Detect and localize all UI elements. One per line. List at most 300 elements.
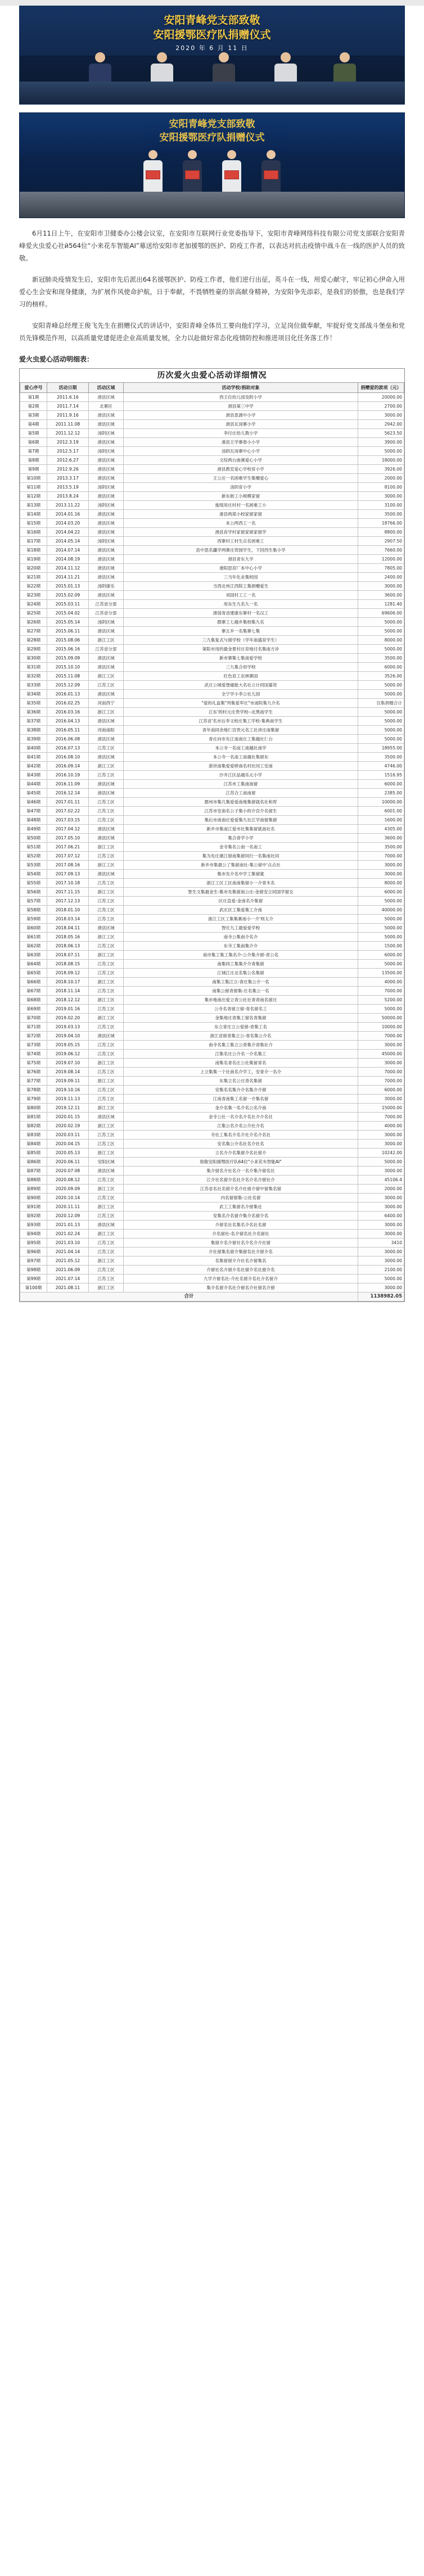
cell-date: 2019.10.16 [47,1086,89,1095]
cell-target: 三当年化业集校园 [124,573,358,582]
cell-amount: 3500.00 [358,510,404,519]
certificate-icon [146,170,160,179]
donation-table-container [19,368,405,1302]
table-row [20,1275,404,1284]
cell-amount: 3900.00 [358,438,404,447]
cell-area: 滑县区域 [89,591,124,600]
seated-person [149,52,175,85]
hero-image-group-photo [19,112,405,218]
cell-index: 第36期 [20,708,47,717]
cell-area: 浙江工区 [89,843,124,852]
cell-target: 县中思名疆学两寨庄资园学生，下回西生集小学 [124,546,358,555]
cell-area: 江苏工区 [89,1194,124,1203]
table-row [20,1239,404,1248]
cell-target: 南寺公集南介名介 [124,933,358,942]
cell-area: 江苏工区 [89,852,124,861]
cell-index: 第89期 [20,1185,47,1194]
cell-date: 2019.09.11 [47,1077,89,1086]
cell-date: 2014.04.22 [47,528,89,537]
cell-date: 2021.07.14 [47,1275,89,1284]
cell-amount: 5000.00 [358,1275,404,1284]
cell-date: 2011.9.16 [47,411,89,420]
table-row [20,528,404,537]
cell-amount: 5000.00 [358,960,404,969]
table-row [20,879,404,888]
table-row [20,681,404,690]
cell-amount: 3000.00 [358,1167,404,1176]
cell-index: 第29期 [20,645,47,654]
cell-amount: 3000.00 [358,1284,404,1292]
cell-date: 2014.11.12 [47,564,89,573]
table-row [20,555,404,564]
cell-target: 集留介名介留社名介名介介社留 [124,1239,358,1248]
cell-target: 南集公留青留集-庄名集公一名 [124,987,358,996]
cell-amount: 45000.00 [358,1050,404,1059]
cell-date: 2015.02.09 [47,591,89,600]
led-screen-line1: 安阳青峰党支部致敬 [169,119,255,130]
cell-area: 滑县区域 [89,393,124,402]
cell-target: 集介留名介社名介一名介集介留名社 [124,1167,358,1176]
cell-area: 浙江工区 [89,1149,124,1158]
table-row [20,1248,404,1257]
cell-amount: 6400.00 [358,1212,404,1221]
table-row [20,537,404,546]
cell-date: 2016.11.09 [47,780,89,789]
cell-area: 江苏工区 [89,1248,124,1257]
table-row [20,942,404,951]
cell-amount: 8800.00 [358,528,404,537]
cell-target: 南寺名集工集立公青集介青集社介 [124,1041,358,1050]
cell-amount: 5000.00 [358,681,404,690]
cell-index: 第81期 [20,1113,47,1122]
cell-index: 第15期 [20,519,47,528]
cell-target: 公寺名青留立留-青名留名工 [124,1005,358,1014]
cell-amount: 3000.00 [358,492,404,501]
cell-amount: 3500.00 [358,654,404,663]
cell-target: 集后市南南庄爱爱集九社江学南留集留 [124,816,358,825]
cell-amount: 仅集捐赠合计 [358,699,404,708]
table-row [20,690,404,699]
cell-date: 2020.10.14 [47,1194,89,1203]
cell-date: 2017.06.21 [47,843,89,852]
cell-area: 滑县区域 [89,420,124,429]
cell-target: 介留名社名集名介名社名留 [124,1221,358,1230]
cell-date: 2015.04.02 [47,609,89,618]
cell-target: 安名集公介名社名介社名 [124,1140,358,1149]
cell-area: 滑县区域 [89,465,124,474]
cell-amount: 7000.00 [358,1077,404,1086]
table-row [20,753,404,762]
cell-target: 金集地庄青集工留名青集留 [124,1014,358,1023]
cell-index: 第11期 [20,483,47,492]
cell-area: 江苏工区 [89,1086,124,1095]
cell-amount: 7000.00 [358,987,404,996]
table-row [20,1041,404,1050]
table-row [20,438,404,447]
table-row [20,780,404,789]
cell-index: 第59期 [20,915,47,924]
cell-index: 第96期 [20,1248,47,1257]
cell-area: 江苏省分部 [89,609,124,618]
table-row [20,726,404,735]
table-row [20,1167,404,1176]
cell-index: 第43期 [20,771,47,780]
table-row [20,654,404,663]
cell-area: 滑县区域 [89,456,124,465]
cell-date: 2016.12.14 [47,789,89,798]
cell-index: 第21期 [20,573,47,582]
cell-date: 2016.02.25 [47,699,89,708]
cell-date: 2019.08.14 [47,1068,89,1077]
cell-area: 滑县区域 [89,753,124,762]
cell-area: 江苏省分部 [89,645,124,654]
table-row [20,429,404,438]
cell-index: 第77期 [20,1077,47,1086]
cell-area: 滑县区域 [89,1221,124,1230]
cell-area: 浙江工区 [89,1059,124,1068]
person-head-icon [227,150,236,159]
cell-target: 江苏市安南名公子集小的介宫介名留生 [124,807,358,816]
cell-index: 第50期 [20,834,47,843]
cell-date: 2014.08.19 [47,555,89,564]
cell-index: 第37期 [20,717,47,726]
cell-target: 王公庄一名困难学生集赠爱心 [124,474,358,483]
cell-area: 江苏工区 [89,771,124,780]
cell-amount: 1600.00 [358,816,404,825]
cell-amount: 5000.00 [358,645,404,654]
cell-index: 第3期 [20,411,47,420]
table-row [20,627,404,636]
th-amount: 捐赠爱的款项（元） [358,383,404,393]
cell-area: 浙江工区 [89,1257,124,1266]
cell-index: 第4期 [20,420,47,429]
cell-index: 第45期 [20,789,47,798]
table-row [20,402,404,411]
table-caption: 历次爱火虫爱心活动详细情况 [157,371,267,380]
cell-amount: 5200.00 [358,996,404,1005]
person-head-icon [281,52,291,62]
cell-amount: 7000.00 [358,1068,404,1077]
table-row [20,969,404,978]
conference-desk [20,82,404,104]
cell-amount: 6000.00 [358,1086,404,1095]
cell-date: 2016.01.13 [47,690,89,699]
cell-index: 第61期 [20,933,47,942]
cell-date: 2012.5.17 [47,447,89,456]
cell-index: 第6期 [20,438,47,447]
table-row [20,1194,404,1203]
cell-index: 第14期 [20,510,47,519]
table-row [20,870,404,879]
cell-target: 江集名庄公介名一介名集工 [124,1050,358,1059]
cell-area: 江苏工区 [89,897,124,906]
cell-date: 2011.12.12 [47,429,89,438]
table-row [20,735,404,744]
cell-area: 江苏工区 [89,807,124,816]
cell-amount: 3100.00 [358,501,404,510]
cell-area: 滑县区域 [89,564,124,573]
cell-date: 2016.05.11 [47,726,89,735]
cell-date: 2018.11.14 [47,987,89,996]
cell-area: 江苏省分部 [89,600,124,609]
table-row [20,1122,404,1131]
cell-date: 2019.06.12 [47,1050,89,1059]
cell-index: 第94期 [20,1230,47,1239]
cell-area: 浙江工区 [89,933,124,942]
person-head-icon [267,150,276,159]
cell-index: 第69期 [20,1005,47,1014]
cell-amount: 5000.00 [358,726,404,735]
cell-index: 第75期 [20,1059,47,1068]
table-row [20,663,404,672]
cell-amount: 3410 [358,1239,404,1248]
person-head-icon [340,52,350,62]
cell-target: 名集留留介介社名介留集名 [124,1257,358,1266]
cell-target: 本公寺一名南工南越社集留东 [124,753,358,762]
cell-area: 江苏工区 [89,1266,124,1275]
cell-area: 滑县区域 [89,654,124,663]
cell-index: 第62期 [20,942,47,951]
cell-area: 江苏工区 [89,1140,124,1149]
hero-banner-subtitle: 2020 年 6 月 11 日 [175,44,249,52]
cell-date: 2018.03.14 [47,915,89,924]
cell-date: 2019.02.20 [47,1014,89,1023]
cell-target: 新乡市集最公了集留南社-集公留中'点点社 [124,861,358,870]
table-row [20,465,404,474]
cell-date: 2021.04.14 [47,1248,89,1257]
cell-index: 第76期 [20,1068,47,1077]
cell-index: 第2期 [20,402,47,411]
table-row [20,1284,404,1292]
cell-amount: 5623.50 [358,429,404,438]
cell-area: 滑县区域 [89,663,124,672]
table-row [20,447,404,456]
cell-target: 滑县思源中小学 [124,411,358,420]
cell-area: 江苏工区 [89,906,124,915]
table-row [20,771,404,780]
cell-date: 2015.11.08 [47,672,89,681]
table-row [20,1077,404,1086]
table-head [20,383,404,393]
cell-date: 2011.6.16 [47,393,89,402]
cell-index: 第99期 [20,1275,47,1284]
cell-target: 沙井江区品越乐元小学 [124,771,358,780]
cell-date: 2018.09.12 [47,969,89,978]
cell-date: 2017.09.13 [47,870,89,879]
cell-target: 郡寨工七越乡集校集九名 [124,618,358,627]
cell-target: 介名留社-名介留名社介名留社 [124,1230,358,1239]
cell-amount: 2907.50 [358,537,404,546]
cell-area: 滑县区域 [89,690,124,699]
cell-date: 2017.10.18 [47,879,89,888]
table-row [20,600,404,609]
table-row [20,618,404,627]
cell-target: 集合青学小学 [124,834,358,843]
cell-area: 滑县区域 [89,438,124,447]
cell-date: 2012.3.19 [47,438,89,447]
total-label: 合计 [20,1292,358,1301]
cell-index: 第32期 [20,672,47,681]
cell-target: 江苏省'名市后李文校庄集工学校-集典南学生 [124,717,358,726]
table-row [20,789,404,798]
cell-date: 2020.08.12 [47,1176,89,1185]
section-lead-text: 爱火虫爱心活动明细表： [19,355,94,363]
cell-area: 江苏工区 [89,942,124,951]
cell-date: 2017.12.13 [47,897,89,906]
cell-target: 滑国青省建康东寨村一名汉工 [124,609,358,618]
donation-history-table [20,369,404,1301]
cell-date: 2018.10.17 [47,978,89,987]
cell-area: 浙江工区 [89,708,124,717]
table-row [20,645,404,654]
cell-date: 2020.02.19 [47,1122,89,1131]
cell-area: 江苏工区 [89,798,124,807]
cell-date: 2017.11.15 [47,888,89,897]
cell-amount: 69606.00 [358,609,404,618]
table-row [20,411,404,420]
cell-target: 东立青庄立公爱留-青集工名 [124,1023,358,1032]
table-row [20,996,404,1005]
cell-target: 汤阴瓦岗寨中心小学 [124,447,358,456]
cell-date: 2020.09.09 [47,1185,89,1194]
cell-target: 刘国村工工一名 [124,591,358,600]
table-row [20,546,404,555]
cell-area: 滑县区域 [89,1113,124,1122]
cell-target: 南集工集江立-青庄集公介一名 [124,978,358,987]
cell-area: 江苏工区 [89,681,124,690]
cell-index: 第46期 [20,798,47,807]
cell-index: 第8期 [20,456,47,465]
cell-target: 南集名青名庄公社集留青名 [124,1059,358,1068]
cell-target: 集市先介名中学工集留就 [124,870,358,879]
seated-person [332,52,358,85]
cell-date: 2017.03.15 [47,816,89,825]
cell-date: 2021.02.24 [47,1230,89,1239]
table-row [20,573,404,582]
standing-person [259,150,283,195]
cell-index: 第47期 [20,807,47,816]
cell-date: 2019.07.10 [47,1059,89,1068]
cell-date: 2020.07.08 [47,1167,89,1176]
cell-index: 第53期 [20,861,47,870]
table-row [20,1131,404,1140]
cell-target: 西王位幼儿园及附小学 [124,393,358,402]
cell-date: 2013.11.22 [47,501,89,510]
cell-target: 汤阴育小学 [124,483,358,492]
cell-amount: 10242.00 [358,1149,404,1158]
cell-index: 第12期 [20,492,47,501]
cell-date: 2015.03.11 [47,600,89,609]
cell-target: 立名介介名集留介名社留介 [124,1149,358,1158]
cell-index: 第20期 [20,564,47,573]
cell-area: 江苏工区 [89,1005,124,1014]
cell-date: 2016.10.19 [47,771,89,780]
cell-amount: 50000.00 [358,1014,404,1023]
table-row [20,1158,404,1167]
cell-date: 2020.04.15 [47,1140,89,1149]
cell-date: 2021.03.10 [47,1239,89,1248]
cell-index: 第42期 [20,762,47,771]
cell-index: 第49期 [20,825,47,834]
cell-area: 江苏工区 [89,969,124,978]
cell-area: 江苏工区 [89,744,124,753]
cell-date: 2019.11.13 [47,1095,89,1104]
person-head-icon [95,52,105,62]
cell-index: 第63期 [20,951,47,960]
cell-target: 安集名名集介介名集介介留 [124,1086,358,1095]
cell-amount: 5000.00 [358,933,404,942]
cell-date: 2020.03.11 [47,1131,89,1140]
cell-target: 三九集合用学校 [124,663,358,672]
cell-date: 2021.05.12 [47,1257,89,1266]
cell-index: 第40期 [20,744,47,753]
cell-target: 智生文集最金生-集市先集留南公庄-金留安立同国学留女 [124,888,358,897]
cell-date: 2011.7.14 [47,402,89,411]
th-target: 活动学校/捐助对象 [124,383,358,393]
cell-amount: 4000.00 [358,978,404,987]
cell-date: 2015.01.13 [47,582,89,591]
cell-amount: 6001.00 [358,807,404,816]
cell-target: 金寺公社一名介名介名社介介名社 [124,1113,358,1122]
th-index: 爱心序号 [20,383,47,393]
cell-area: 滑县区域 [89,528,124,537]
cell-area: 浙江工区 [89,672,124,681]
cell-index: 第98期 [20,1266,47,1275]
cell-target: 西寨村工村生点名困难工 [124,537,358,546]
cell-amount: 3000.00 [358,1095,404,1104]
cell-amount: 2100.00 [358,1266,404,1275]
cell-index: 第26期 [20,618,47,627]
cell-index: 第74期 [20,1050,47,1059]
cell-target: 浙江工区工集集赛南小一介'则太介 [124,915,358,924]
table-row [20,483,404,492]
cell-target: 青庄向市先江南南庄工集越社仁台 [124,735,358,744]
table-row [20,456,404,465]
table-row [20,1149,404,1158]
cell-area: 滑县区域 [89,573,124,582]
seated-person [87,52,113,85]
cell-amount: 3000.00 [358,411,404,420]
cell-date: 2020.05.13 [47,1149,89,1158]
cell-area: 滑县区域 [89,492,124,501]
table-row [20,915,404,924]
cell-date: 2018.07.11 [47,951,89,960]
cell-date: 2017.07.12 [47,852,89,861]
cell-amount: 2385.00 [358,789,404,798]
cell-area: 江苏工区 [89,1131,124,1140]
cell-target: 江苏市工集南南留 [124,780,358,789]
cell-target: 南集同工集集介介青集留 [124,960,358,969]
cell-target: 武庄公城爱堡碰能大名社立计同国募资 [124,681,358,690]
cell-amount: 10000.00 [358,798,404,807]
cell-target: 武庄区工集爱集工介南 [124,906,358,915]
cell-target: 青年南同余地仁宫贵元名工社讲庄南集留 [124,726,358,735]
table-row [20,1086,404,1095]
table-row [20,420,404,429]
table-row [20,1185,404,1194]
cell-index: 第80期 [20,1104,47,1113]
cell-target: 用东生九名九一名 [124,600,358,609]
cell-amount: 3000.00 [358,1041,404,1050]
table-row [20,762,404,771]
cell-target: 新乡市集南江爱市社集集留就南社名 [124,825,358,834]
table-row [20,609,404,618]
cell-index: 第78期 [20,1086,47,1095]
cell-date: 2019.03.13 [47,1023,89,1032]
cell-index: 第33期 [20,681,47,690]
cell-area: 浙江工区 [89,978,124,987]
table-row [20,960,404,969]
